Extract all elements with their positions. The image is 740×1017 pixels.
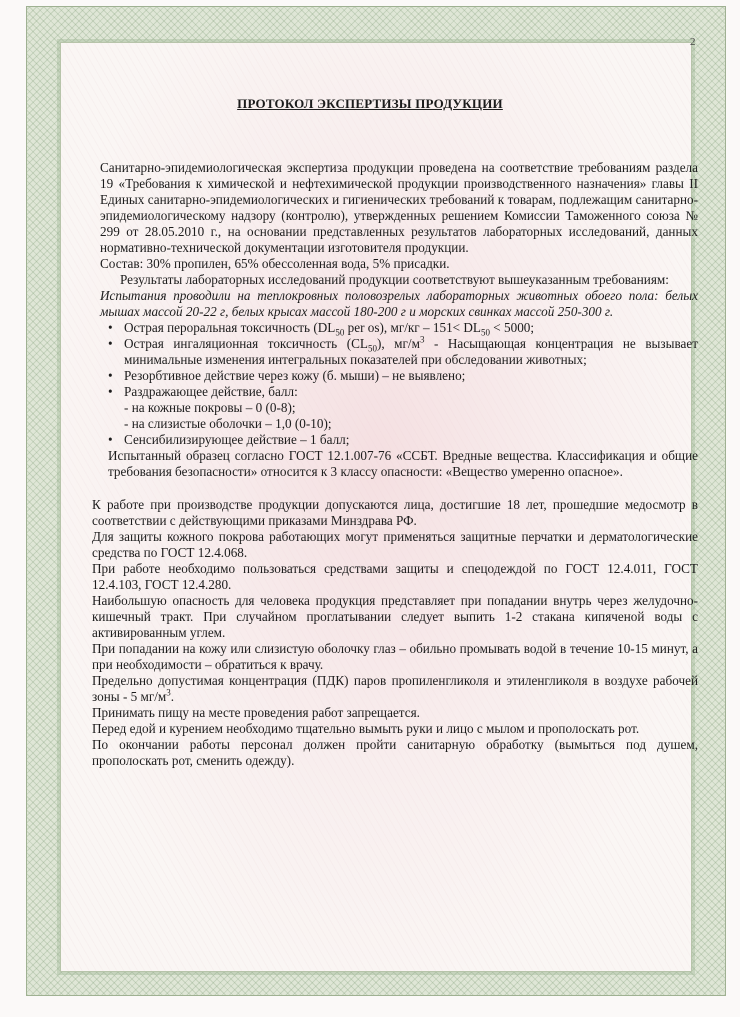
- safety-p3: При работе необходимо пользоваться средствами защиты и спецодеждой по ГОСТ 12.4.011, ГОСТ 12.4.103, ГОСТ 12.4.280.: [92, 561, 698, 592]
- oral-sub-2: 50: [481, 327, 490, 338]
- spacer: [100, 480, 698, 497]
- tests-paragraph: Испытания проводили на теплокровных половозрелых лабораторных животных обоего пола: белых мышах массой 20-22 г, белых крысах массой 180-200 г и морских свинках массой 250-300 г.: [100, 288, 698, 319]
- inhalation-sub: 50: [367, 343, 377, 354]
- classification-paragraph: Испытанный образец согласно ГОСТ 12.1.007-76 «ССБТ. Вредные вещества. Классификация и общие требования безопасности» относится к 3 классу опасности: «Вещество умеренно опасное».: [108, 448, 698, 479]
- inhalation-text-a: Острая ингаляционная токсичность (CL: [124, 336, 368, 351]
- safety-p8: Перед едой и курением необходимо тщательно вымыть руки и лицо с мылом и прополоскать рот.: [92, 721, 640, 736]
- page-title: ПРОТОКОЛ ЭКСПЕРТИЗЫ ПРОДУКЦИИ: [237, 96, 503, 111]
- safety-p9: По окончании работы персонал должен пройти санитарную обработку (вымыться под душем, прополоскать рот, сменить одежду).: [92, 737, 698, 768]
- irritant-skin: - на кожные покровы – 0 (0-8);: [124, 400, 296, 415]
- list-item-irritant: • Раздражающее действие, балл:: [108, 384, 698, 400]
- pdk-text: Предельно допустимая концентрация (ПДК) паров пропиленгликоля и этиленгликоля в воздухе рабочей зоны - 5 мг/м: [92, 673, 698, 704]
- safety-p1: К работе при производстве продукции допускаются лица, достигшие 18 лет, прошедшие медосмотр в соответствии с действующими приказами Минздрава РФ.: [92, 497, 698, 528]
- list-item-oral-toxicity: [108, 320, 698, 336]
- safety-p6: [92, 673, 698, 705]
- safety-p7: Принимать пищу на месте проведения работ запрещается.: [92, 705, 420, 720]
- list-item-inhalation-toxicity: [108, 336, 698, 368]
- sensitizing-list: [100, 432, 698, 448]
- oral-text-b: per os), мг/кг – 151< DL: [344, 320, 481, 335]
- document-body: [92, 160, 698, 769]
- safety-section: [92, 497, 698, 769]
- safety-p4: Наибольшую опасность для человека продукция представляет при попадании внутрь через желудочно-кишечный тракт. При случайном проглатывании следует выпить 1-2 стакана кипяченой воды с активированным углем.: [92, 593, 698, 640]
- list-item-resorptive: • Резорбтивное действие через кожу (б. мыши) – не выявлено;: [108, 368, 698, 384]
- toxicity-list: [100, 320, 698, 400]
- inhalation-text-c: - Насыщающая концентрация не вызывает минимальные изменения интегральных показателей при обследовании животных;: [124, 336, 698, 367]
- oral-text-a: Острая пероральная токсичность (DL: [124, 320, 336, 335]
- pdk-end: .: [170, 689, 175, 704]
- intro-paragraph: Санитарно-эпидемиологическая экспертиза продукции проведена на соответствие требованиям раздела 19 «Требования к химической и нефтехимической продукции производственного назначения» главы II Единых санитарно-эпидемиологических и гигиенических требований к товарам, подлежащим санитарно-эпидемиологическому надзору (контролю), утвержденных решением Комиссии Таможенного союза № 299 от 28.05.2010 г., на основании представленных результатов лабораторных исследований, данных нормативно-технической документации изготовителя продукции.: [100, 160, 698, 255]
- safety-p2: Для защиты кожного покрова работающих могут применяться защитные перчатки и дерматологические средства по ГОСТ 12.4.068.: [92, 529, 698, 560]
- inhalation-text-b: ), мг/м: [376, 336, 420, 351]
- list-item-sensitizing: • Сенсибилизирующее действие – 1 балл;: [108, 432, 698, 448]
- composition-line: Состав: 30% пропилен, 65% обессоленная вода, 5% присадки.: [100, 256, 450, 271]
- oral-text-c: < 5000;: [490, 320, 535, 335]
- oral-sub-1: 50: [335, 327, 345, 338]
- inhalation-sup: 3: [419, 334, 425, 345]
- results-paragraph: Результаты лабораторных исследований продукции соответствуют вышеуказанным требованиям:: [120, 272, 669, 287]
- pdk-sup: 3: [166, 687, 171, 698]
- safety-p5: При попадании на кожу или слизистую оболочку глаз – обильно промывать водой в течение 10-15 минут, а при необходимости – обратиться к врачу.: [92, 641, 698, 672]
- irritant-mucous: - на слизистые оболочки – 1,0 (0-10);: [124, 416, 332, 431]
- page-number: 2: [690, 36, 696, 48]
